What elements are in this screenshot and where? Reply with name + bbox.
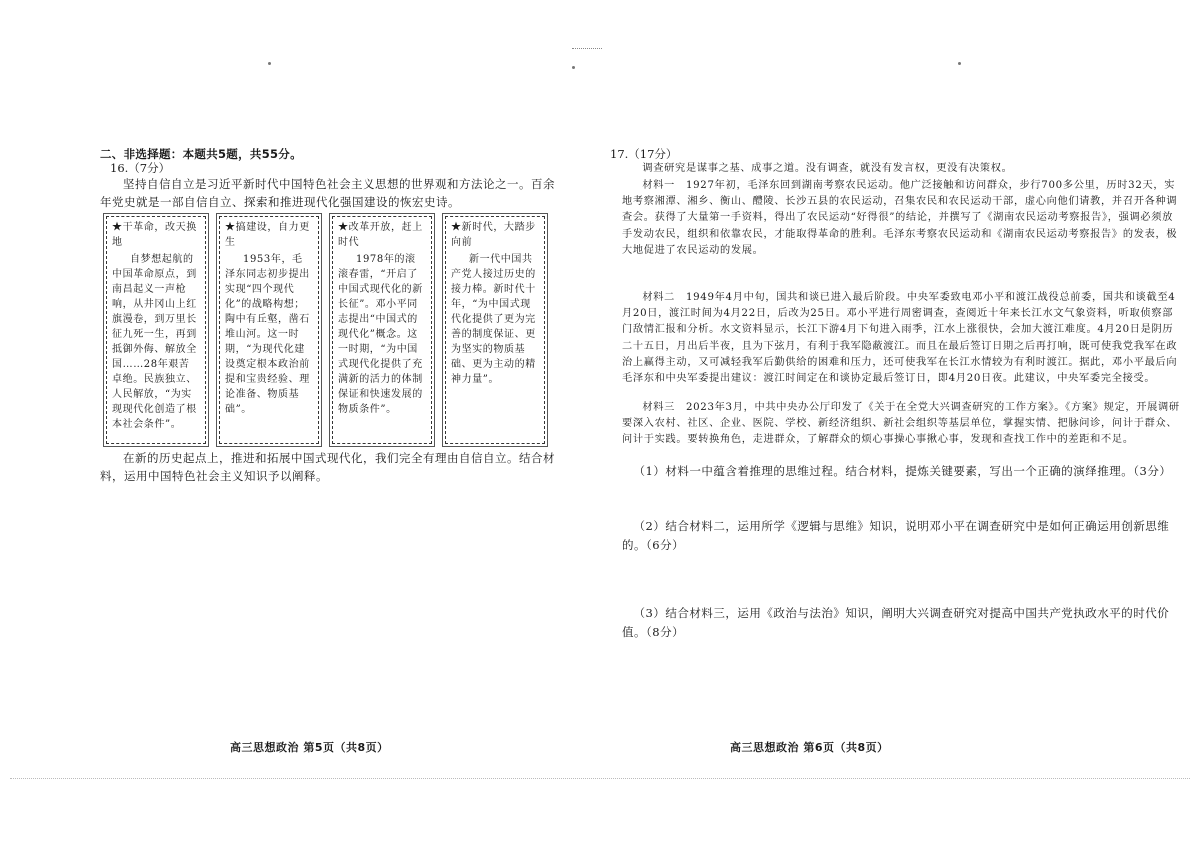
panel-body: 1978年的滚滚春雷，“开启了中国式现代化的新长征”。邓小平同志提出“中国式的现代化”概念。这一时期，“为中国式现代化提供了充满新的活力的体制保证和快速发展的物质条件”。	[338, 254, 423, 415]
scan-speck	[572, 48, 602, 51]
panel-revolution	[106, 216, 206, 444]
panel-body: 新一代中国共产党人接过历史的接力棒。新时代十年，“为中国式现代化提供了更为完善的制度保证、更为坚实的物质基础、更为主动的精神力量”。	[451, 254, 536, 385]
question-17-number: 17.（17分）	[610, 147, 678, 161]
panel-new-era	[445, 216, 545, 444]
panel-construction	[219, 216, 319, 444]
page-footer: 高三思想政治 第6页（共8页）	[730, 741, 889, 754]
page-footer: 高三思想政治 第5页（共8页）	[230, 741, 389, 754]
sub-question-3: （3）结合材料三，运用《政治与法治》知识，阐明大兴调查研究对提高中国共产党执政水平的时代价值。（8分）	[622, 606, 1170, 639]
panel-title: ★新时代，大踏步向前	[451, 222, 536, 248]
material-2: 材料二 1949年4月中旬，国共和谈已进入最后阶段。中央军委致电邓小平和渡江战役总前委，国共和谈截至4月20日，渡江时间为4月22日，后改为25日。邓小平进行周密调查，查阅近十年来长江水文气象资料，听取侦察部门敌情汇报和分析。水文资料显示，长江下游4月下旬进入雨季，江水上涨很快，会加大渡江难度。4月20日是阴历二十五日，月出后半夜，且为下弦月，有利于我军隐蔽渡江。而且在最后签订日期之后再打响，既可使我党我军在政治上赢得主动，又可减轻我军后勤供给的困难和压力，还可使我军在长江水情较为有利时渡江。据此，邓小平最后向毛泽东和中央军委提出建议：渡江时间定在和谈协定最后签订日，即4月20日夜。此建议，中央军委完全接受。	[622, 292, 1178, 385]
material-3: 材料三 2023年3月，中共中央办公厅印发了《关于在全党大兴调查研究的工作方案》。《方案》规定，开展调研要深入农村、社区、企业、医院、学校、新经济组织、新社会组织等基层单位，掌握实情、把脉问诊，问计于群众、问计于实践。要转换角色，走进群众，了解群众的烦心事操心事揪心事，发现和查找工作中的差距和不足。	[622, 402, 1180, 446]
section-title: 二、非选择题：本题共5题，共55分。	[100, 147, 302, 161]
material-1: 材料一 1927年初，毛泽东回到湖南考察农民运动。他广泛接触和访问群众，步行700多公里，历时32天，实地考察湘潭、湘乡、衡山、醴陵、长沙五县的农民运动，召集农民和农民运动干部，虚心向他们请教，并召开各种调查会。获得了大量第一手资料，得出了农民运动“好得很”的结论，并撰写了《湖南农民运动考察报告》，强调必须放手发动农民，组织和依靠农民，才能取得革命的胜利。毛泽东考察农民运动和《湖南农民运动考察报告》的发表，极大地促进了农民运动的发展。	[622, 180, 1178, 256]
sub-question-1: （1）材料一中蕴含着推理的思维过程。结合材料，提炼关键要素，写出一个正确的演绎推理。（3分）	[633, 464, 1172, 478]
scan-speck	[268, 62, 271, 65]
panel-title: ★干革命，改天换地	[112, 222, 197, 248]
panel-title: ★搞建设，自力更生	[225, 222, 310, 248]
panel-body: 1953年，毛泽东同志初步提出实现“四个现代化”的战略构想；陶中有丘壑，凿石堆山河。这一时期，“为现代化建设奠定根本政治前提和宝贵经验、理论准备、物质基础”。	[225, 254, 310, 415]
question-16-number: 16.（7分）	[110, 161, 171, 175]
scan-speck	[572, 66, 575, 69]
right-page	[600, 0, 1200, 849]
question-17-intro: 调查研究是谋事之基、成事之道。没有调查，就没有发言权，更没有决策权。	[642, 163, 1013, 174]
question-16-intro: 坚持自信自立是习近平新时代中国特色社会主义思想的世界观和方法论之一。百余年党史就是一部自信自立、探索和推进现代化强国建设的恢宏史诗。	[100, 177, 555, 209]
question-16-prompt: 在新的历史起点上，推进和拓展中国式现代化，我们完全有理由自信自立。结合材料，运用中国特色社会主义知识予以阐释。	[100, 451, 555, 483]
scan-edge-dots	[10, 778, 1190, 781]
panel-body: 自梦想起航的中国革命原点，到南昌起义一声枪响，从井冈山上红旗漫卷，到万里长征九死一生，再到抵御外侮、解放全国……28年艰苦卓绝。民族独立、人民解放，“为实现现代化创造了根本社会条件”。	[112, 254, 197, 430]
scan-speck	[958, 62, 961, 65]
sub-question-2: （2）结合材料二，运用所学《逻辑与思维》知识，说明邓小平在调查研究中是如何正确运用创新思维的。（6分）	[622, 519, 1170, 552]
panel-title: ★改革开放，赶上时代	[338, 222, 423, 248]
panel-reform	[332, 216, 432, 444]
